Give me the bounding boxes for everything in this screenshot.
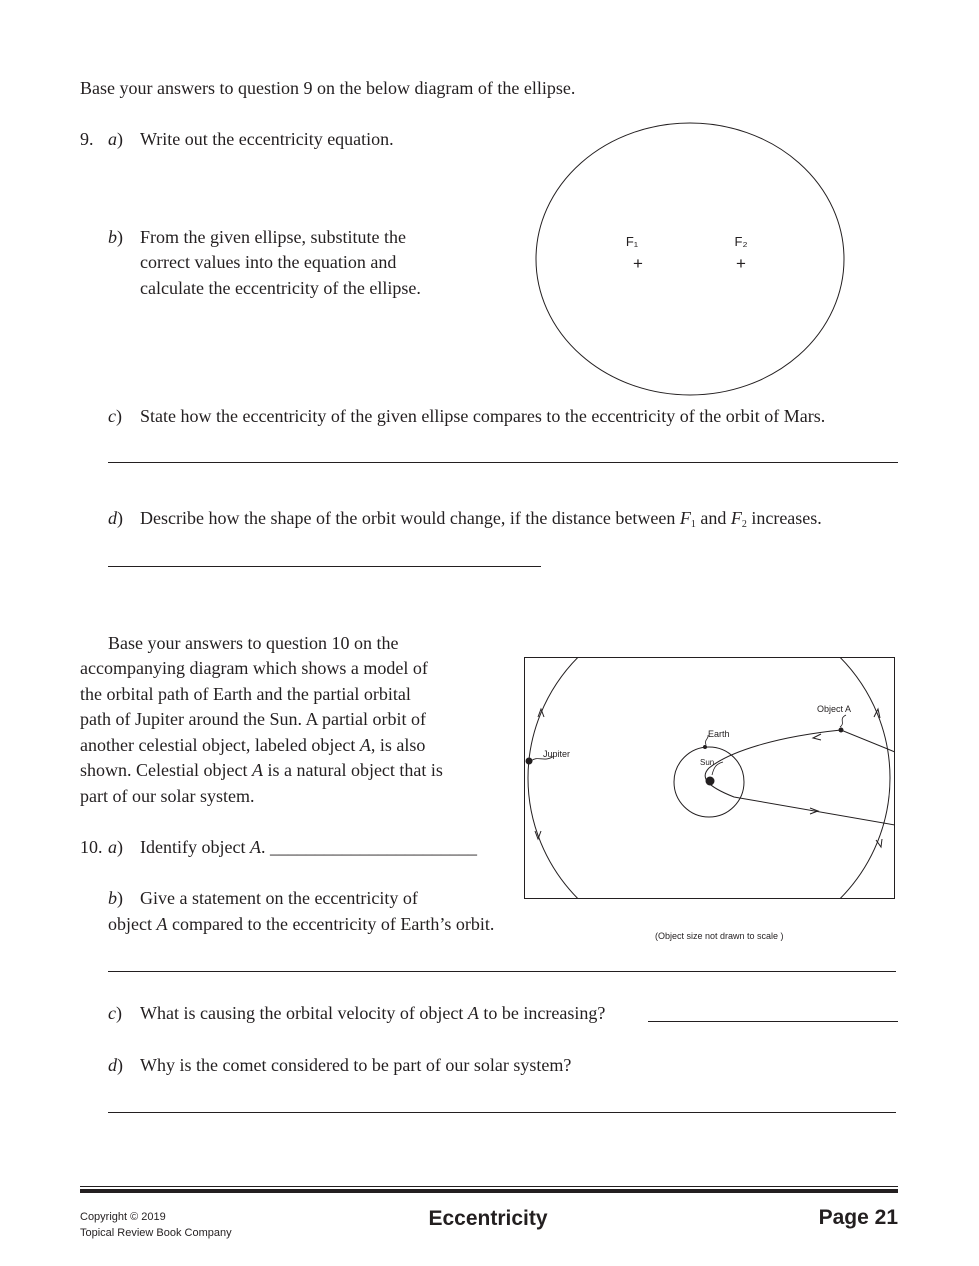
- q10-intro-line-2: accompanying diagram which shows a model of: [80, 658, 428, 678]
- object-a-dot: [839, 728, 844, 733]
- q10a-text-start: Identify object: [140, 837, 250, 857]
- q10-intro-line-6: [80, 758, 443, 783]
- object-a-arrow-1: [813, 734, 821, 740]
- q9d-text: [140, 506, 822, 537]
- q10a-text: [140, 835, 477, 860]
- q9c-letter-wrap: c): [108, 406, 122, 426]
- q10b-line2-end: compared to the eccentricity of Earth’s orbit.: [167, 914, 495, 934]
- ellipse-diagram: [530, 118, 850, 400]
- object-a-label: Object A: [817, 704, 852, 714]
- q10b-letter: b: [108, 888, 117, 908]
- q10c-text: [140, 1001, 605, 1026]
- q10-intro-5-start: another celestial object, labeled object: [80, 735, 360, 755]
- q10c-answer-line[interactable]: [648, 1021, 898, 1022]
- q10b-line2-italic: A: [156, 914, 168, 934]
- focus-2-marker: +: [736, 254, 746, 273]
- q10-intro-line-3: the orbital path of Earth and the partial orbital: [80, 684, 411, 704]
- object-a-orbit: [705, 730, 895, 825]
- focus-1-marker: +: [633, 254, 643, 273]
- earth-dot: [703, 745, 707, 749]
- q9d-letter: d: [108, 508, 117, 528]
- q9-intro: Base your answers to question 9 on the below diagram of the ellipse.: [80, 78, 576, 98]
- q10d-letter-wrap: d): [108, 1055, 123, 1075]
- q10b-line2-start: object: [108, 914, 157, 934]
- q10a-text-end: . _______________________: [260, 837, 477, 857]
- q9a-letter: a: [108, 129, 117, 149]
- q10c-italic: A: [467, 1003, 479, 1023]
- sun-label: Sun: [700, 758, 715, 767]
- q9d-f1: F: [679, 508, 691, 528]
- sun-dot: [706, 777, 715, 786]
- jupiter-label: Jupiter: [543, 749, 571, 759]
- q10-intro-line-5: [80, 733, 425, 758]
- page-number: Page 21: [818, 1206, 898, 1229]
- ellipse-outline: [536, 123, 844, 395]
- orbit-diagram-caption: (Object size not drawn to scale ): [655, 931, 784, 941]
- earth-label: Earth: [708, 729, 730, 739]
- q10b-letter-wrap: b): [108, 888, 123, 908]
- q9a-text: Write out the eccentricity equation.: [140, 129, 394, 149]
- footer-rule-thick: [80, 1189, 898, 1193]
- q9c-text: State how the eccentricity of the given ellipse compares to the eccentricity of the orbit of Mars.: [140, 406, 826, 426]
- q10-number: 10.: [80, 837, 103, 857]
- orbit-diagram: [524, 657, 895, 899]
- q9d-f2-sub: 2: [741, 519, 747, 530]
- q10d-letter: d: [108, 1055, 117, 1075]
- q10a-letter: a: [108, 837, 117, 857]
- q10b-line-1: Give a statement on the eccentricity of: [140, 888, 418, 908]
- q9d-text-start: Describe how the shape of the orbit would change, if the distance between: [140, 508, 680, 528]
- q10-intro-line-7: part of our solar system.: [80, 786, 255, 806]
- focus-2-label: F₂: [734, 234, 748, 249]
- q9a-letter-wrap: a): [108, 129, 123, 149]
- footer-copyright: Copyright © 2019: [80, 1211, 166, 1223]
- q10-intro-5-end: , is also: [370, 735, 426, 755]
- q10d-answer-line[interactable]: [108, 1112, 896, 1113]
- q9d-text-end: increases.: [746, 508, 822, 528]
- q10a-letter-wrap: a): [108, 837, 123, 857]
- q10-intro-6-end: is a natural object that is: [262, 760, 443, 780]
- footer-rule-thin: [80, 1186, 898, 1187]
- q9-number: 9.: [80, 129, 94, 149]
- q9b-line-1: From the given ellipse, substitute the: [140, 227, 406, 247]
- footer-publisher: Topical Review Book Company: [80, 1227, 232, 1239]
- footer-title: Eccentricity: [428, 1207, 548, 1230]
- q10-intro-line-1: Base your answers to question 10 on the: [108, 633, 399, 653]
- q10-intro-line-4: path of Jupiter around the Sun. A partial orbit of: [80, 709, 426, 729]
- q9b-line-3: calculate the eccentricity of the ellipse.: [140, 278, 421, 298]
- object-a-leader: [840, 715, 846, 727]
- q9c-answer-line[interactable]: [108, 462, 898, 463]
- q10c-text-end: to be increasing?: [478, 1003, 606, 1023]
- q9c-letter: c: [108, 406, 116, 426]
- q9d-f1-sub: 1: [690, 519, 696, 530]
- focus-1-label: F₁: [625, 234, 639, 249]
- q9b-line-2: correct values into the equation and: [140, 252, 397, 272]
- q10c-letter: c: [108, 1003, 116, 1023]
- q9d-and: and: [695, 508, 731, 528]
- q10c-text-start: What is causing the orbital velocity of object: [140, 1003, 468, 1023]
- q9d-answer-line[interactable]: [108, 566, 541, 567]
- q10a-italic: A: [249, 837, 261, 857]
- q9d-f2: F: [730, 508, 742, 528]
- q9b-letter-wrap: b): [108, 227, 123, 247]
- q9b-letter: b: [108, 227, 117, 247]
- q10-intro-6-italic: A: [251, 760, 263, 780]
- q10-intro-6-start: shown. Celestial object: [80, 760, 252, 780]
- q10-intro-5-italic: A: [359, 735, 371, 755]
- q9d-letter-wrap: d): [108, 508, 123, 528]
- q10c-letter-wrap: c): [108, 1003, 122, 1023]
- q10b-line-2: [108, 912, 494, 937]
- q10d-text: Why is the comet considered to be part of our solar system?: [140, 1055, 572, 1075]
- q10b-answer-line[interactable]: [108, 971, 896, 972]
